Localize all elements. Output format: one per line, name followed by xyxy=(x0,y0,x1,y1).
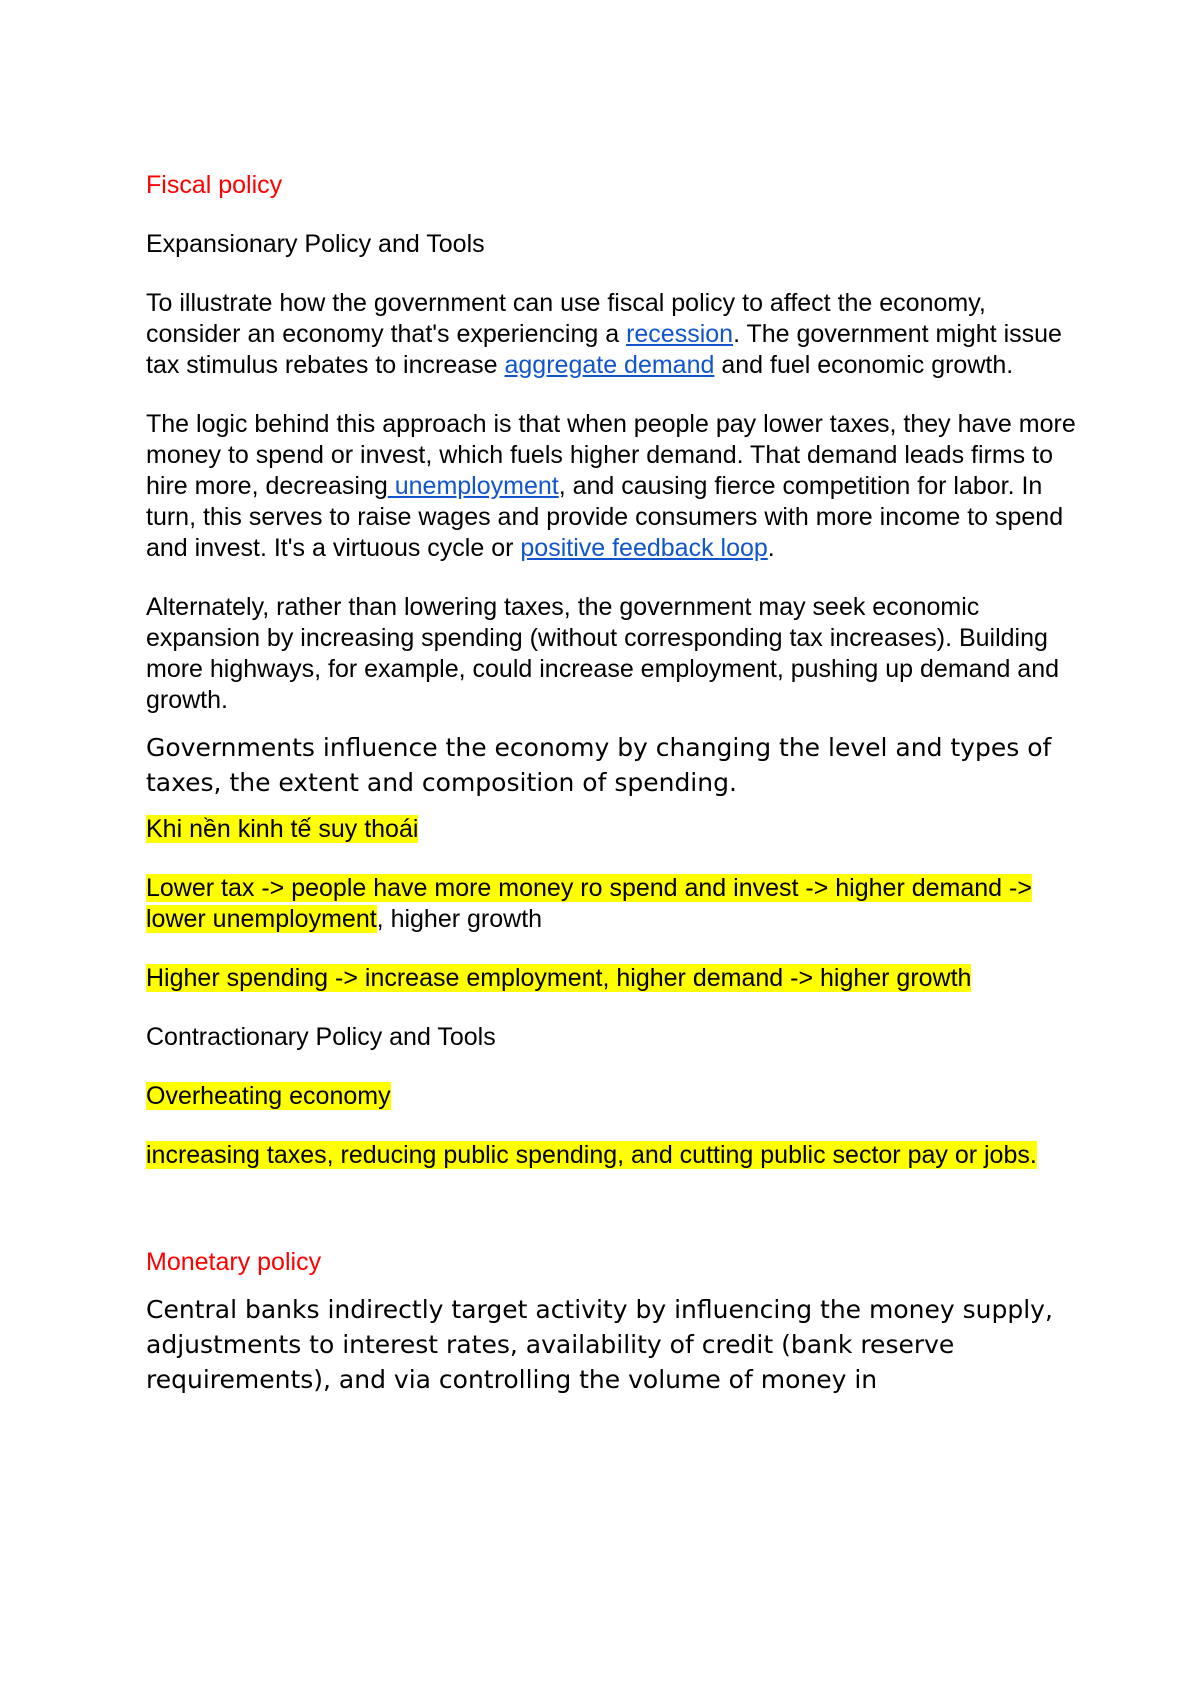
expansionary-heading: Expansionary Policy and Tools xyxy=(146,230,485,258)
contractionary-heading: Contractionary Policy and Tools xyxy=(146,1023,496,1051)
paragraph-text: , higher growth xyxy=(376,905,543,933)
highlighted-text: increasing taxes, reducing public spending, and cutting public sector pay or jobs. xyxy=(146,1141,1037,1169)
link-recession[interactable]: recession xyxy=(626,320,734,348)
highlighted-text: Higher spending -> increase employment, higher demand -> higher growth xyxy=(146,964,972,992)
paragraph-text: The logic behind this approach is that when people pay lower taxes, they have more money to spend or invest, which fuels higher demand. That demand leads firms to hire more, decreasing xyxy=(146,410,1076,500)
overheating-note xyxy=(146,1081,1076,1112)
paragraph-alternately: Alternately, rather than lowering taxes, the government may seek economic expansion by increasing spending (without corresponding tax increases). Building more highways, for example, could increase employment, pushing up demand and growth. xyxy=(146,593,1060,714)
recession-note xyxy=(146,814,1076,845)
link-positive-feedback-loop[interactable]: positive feedback loop xyxy=(520,534,768,562)
paragraph-governments-influence: Governments influence the economy by changing the level and types of taxes, the extent and composition of spending. xyxy=(146,733,1052,797)
higher-spending-note xyxy=(146,963,1076,994)
contraction-tools-note xyxy=(146,1140,1076,1171)
paragraph-illustrate xyxy=(146,288,1076,381)
paragraph-central-banks: Central banks indirectly target activity by influencing the money supply, adjustments to interest rates, availability of credit (bank reserve requirements), and via controlling the volume of money in xyxy=(146,1295,1053,1394)
paragraph-text: and fuel economic growth. xyxy=(714,351,1014,379)
highlighted-text: Lower tax -> people have more money ro spend and invest -> higher demand -> lower unemployment xyxy=(146,874,1032,933)
paragraph-text: . xyxy=(767,534,775,562)
monetary-policy-heading: Monetary policy xyxy=(146,1248,322,1276)
highlighted-text: Khi nền kinh tế suy thoái xyxy=(146,815,419,843)
lower-tax-note xyxy=(146,873,1076,935)
highlighted-text: Overheating economy xyxy=(146,1082,391,1110)
paragraph-logic xyxy=(146,409,1076,564)
paragraph-text: . The government might issue tax stimulus rebates to increase xyxy=(146,320,1062,379)
document-body xyxy=(146,170,1076,1397)
link-unemployment[interactable]: unemployment xyxy=(387,472,559,500)
paragraph-text: , and causing fierce competition for labor. In turn, this serves to raise wages and provide consumers with more income to spend and invest. It's a virtuous cycle or xyxy=(146,472,1064,562)
fiscal-policy-heading: Fiscal policy xyxy=(146,171,283,199)
link-aggregate-demand[interactable]: aggregate demand xyxy=(504,351,715,379)
paragraph-text: To illustrate how the government can use fiscal policy to affect the economy, consider an economy that's experiencing a xyxy=(146,289,986,348)
